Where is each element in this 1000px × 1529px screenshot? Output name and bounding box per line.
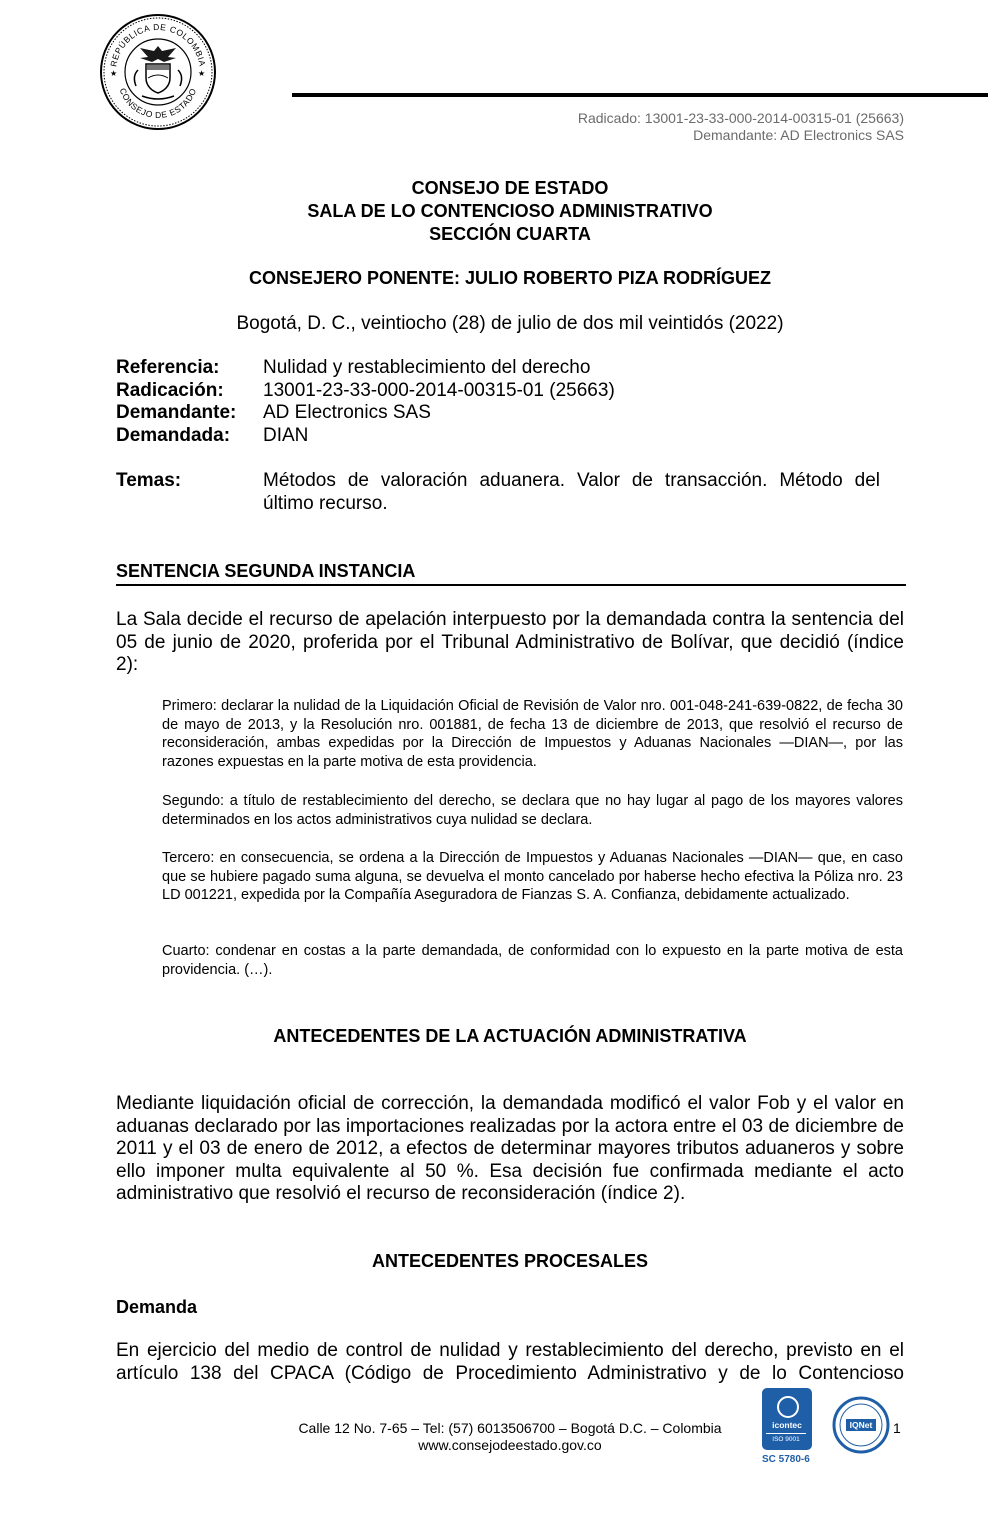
admin-paragraph: Mediante liquidación oficial de corrección, la demandada modificó el valor Fob y el valor en aduanas declarado por las importaciones realizadas por la actora entre el 03 de diciembre de 2011 y el 03 de enero de 2012, a efectos de determinar mayores tributos aduaneros y sobre ello imponer multa equivalente al 50 %. Esa decisión fue confirmada mediante el acto administrativo que resolvió el recurso de reconsideración (índice 2). <box>116 1093 904 1204</box>
page-number: 1 <box>893 1420 901 1436</box>
star-icon: ★ <box>198 69 206 78</box>
sentencia-heading: SENTENCIA SEGUNDA INSTANCIA <box>116 561 906 586</box>
reference-row <box>116 425 904 448</box>
temas-label: Temas: <box>116 470 182 491</box>
page-footer <box>260 1420 760 1454</box>
reference-label: Referencia: <box>116 357 220 378</box>
reference-row <box>116 402 904 425</box>
header-demandante: Demandante: AD Electronics SAS <box>693 127 904 143</box>
demanda-paragraph: En ejercicio del medio de control de nulidad y restablecimiento del derecho, previsto en el artículo 138 del CPACA (Código de Procedimiento Administrativo y de lo Contencioso <box>116 1340 904 1384</box>
intro-paragraph: La Sala decide el recurso de apelación interpuesto por la demandada contra la sentencia del 05 de junio de 2020, proferida por el Tribunal Administrativo de Bolívar, que decidió (índice 2): <box>116 609 904 675</box>
quote-tercero: Tercero: en consecuencia, se ordena a la Dirección de Impuestos y Aduanas Nacionales —DIAN— que, en caso que se hubiere pagado suma alguna, se devuelva el monto cancelado por haberse hecho efectiva la Póliza nro. 23 LD 001221, expedida por la Compañía Aseguradora de Fianzas S. A. Confianza, debidamente actualizado. <box>162 850 903 904</box>
reference-value: DIAN <box>263 424 309 446</box>
quote-segundo: Segundo: a título de restablecimiento del derecho, se declara que no hay lugar al pago de los mayores valores determinados en los actos administrativos cuya nulidad se declara. <box>162 793 903 828</box>
seal-bottom-text: CONSEJO DE ESTADO <box>117 86 199 121</box>
reference-block <box>116 357 904 447</box>
svg-text:REPÚBLICA DE COLOMBIA <box>108 22 207 68</box>
footer-website: www.consejodeestado.gov.co <box>418 1437 602 1453</box>
consejo-de-estado-seal <box>98 12 218 132</box>
header-rule <box>292 93 988 97</box>
icontec-mark-icon <box>777 1396 799 1418</box>
icontec-code: SC 5780-6 <box>762 1454 810 1465</box>
section-heading-procesales: ANTECEDENTES PROCESALES <box>371 1251 649 1271</box>
footer-address: Calle 12 No. 7-65 – Tel: (57) 6013506700 – Bogotá D.C. – Colombia <box>298 1420 722 1436</box>
icontec-certification-logo <box>762 1388 818 1465</box>
star-icon: ★ <box>110 69 118 78</box>
quote-cuarto: Cuarto: condenar en costas a la parte demandada, de conformidad con lo expuesto en la parte motiva de esta providencia. (…). <box>162 943 903 978</box>
demanda-heading: Demanda <box>116 1297 198 1317</box>
icontec-standard: ISO 9001 <box>766 1433 806 1443</box>
svg-text:CONSEJO DE ESTADO <box>118 87 199 121</box>
icontec-name: icontec <box>772 1420 802 1430</box>
court-title-line2: SALA DE LO CONTENCIOSO ADMINISTRATIVO <box>307 201 713 221</box>
reference-value: AD Electronics SAS <box>263 402 431 423</box>
reference-label: Demandante: <box>116 402 237 423</box>
reference-value: 13001-23-33-000-2014-00315-01 (25663) <box>263 379 615 401</box>
quote-primero: Primero: declarar la nulidad de la Liquidación Oficial de Revisión de Valor nro. 001-048-241-639-0822, de fecha 30 de mayo de 2013, y la Resolución nro. 001881, de fecha 13 de diciembre de 2013, que resolvió el recurso de reconsideración, ambas expedidas por la Dirección de Impuestos y Aduanas Nacionales —DIAN—, por las razones expuestas en la parte motiva de esta providencia. <box>162 698 903 770</box>
section-heading-actuacion: ANTECEDENTES DE LA ACTUACIÓN ADMINISTRATIVA <box>273 1026 747 1046</box>
running-header <box>578 110 904 144</box>
coat-of-arms-icon <box>134 46 181 99</box>
seal-top-text: REPÚBLICA DE COLOMBIA <box>108 21 208 68</box>
consejero-ponente: CONSEJERO PONENTE: JULIO ROBERTO PIZA RODRÍGUEZ <box>248 268 772 288</box>
header-radicado: Radicado: 13001-23-33-000-2014-00315-01 (25663) <box>577 110 904 126</box>
reference-value: Nulidad y restablecimiento del derecho <box>263 357 591 378</box>
reference-row <box>116 357 904 380</box>
iqnet-name: IQNet <box>849 1420 873 1430</box>
court-title-line1: CONSEJO DE ESTADO <box>411 178 609 198</box>
iqnet-certification-logo <box>832 1396 890 1454</box>
reference-row <box>116 380 904 403</box>
document-date: Bogotá, D. C., veintiocho (28) de julio de dos mil veintidós (2022) <box>236 313 784 334</box>
court-title <box>116 177 904 246</box>
temas-block <box>116 470 880 515</box>
temas-value: Métodos de valoración aduanera. Valor de transacción. Método del último recurso. <box>263 470 880 514</box>
reference-label: Radicación: <box>116 379 224 401</box>
reference-label: Demandada: <box>116 424 231 446</box>
court-title-line3: SECCIÓN CUARTA <box>429 224 591 244</box>
